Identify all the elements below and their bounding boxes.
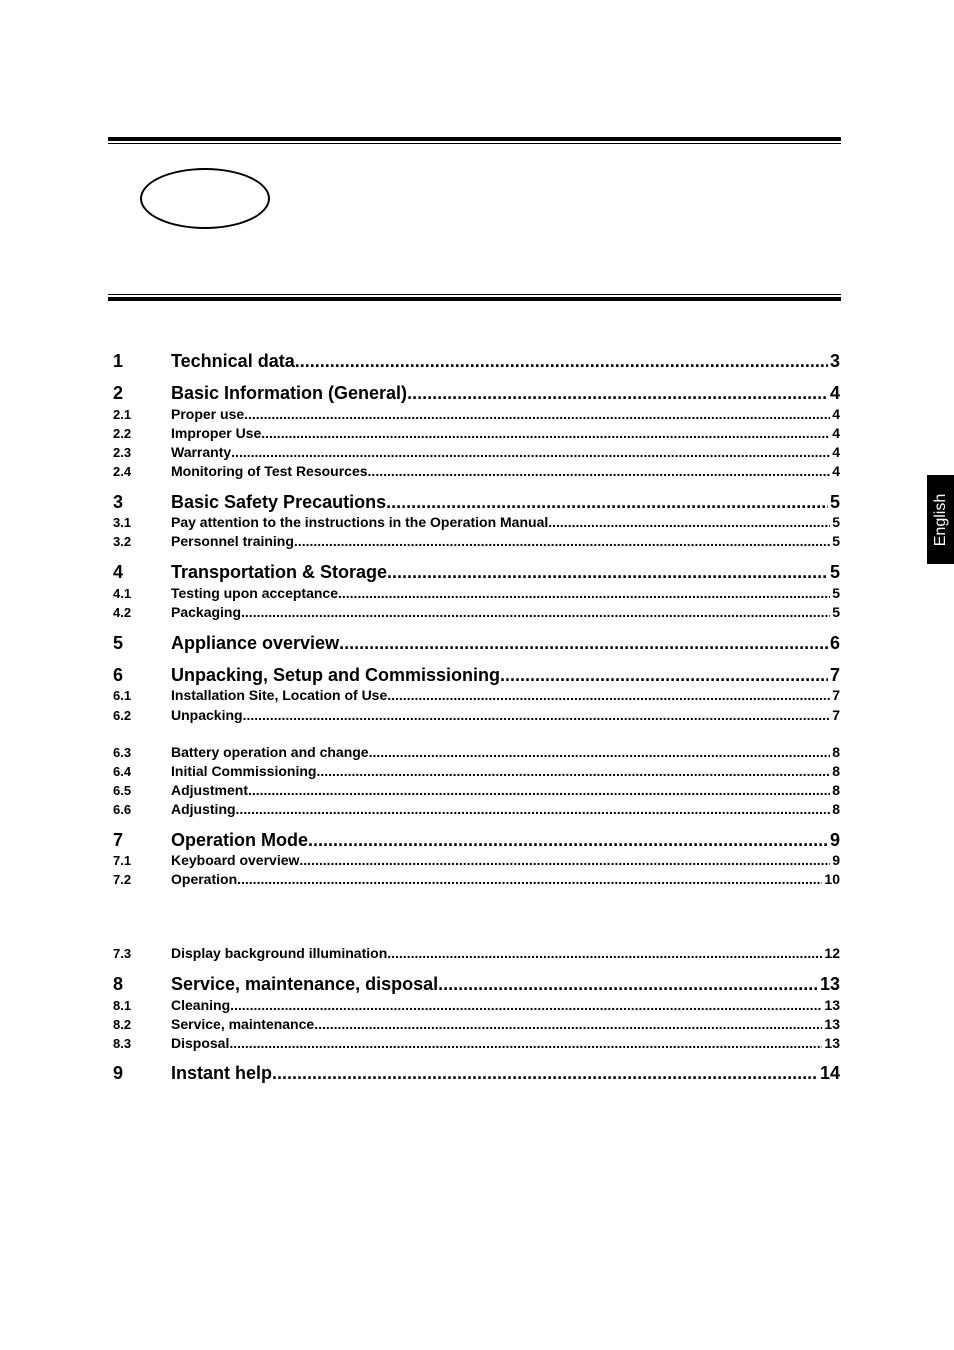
toc-leader-dots bbox=[387, 945, 822, 961]
toc-entry-page: 4 bbox=[832, 406, 840, 422]
toc-entry-page: 10 bbox=[824, 871, 840, 887]
toc-entry-title: Cleaning bbox=[171, 997, 231, 1013]
toc-entry-title: Service, maintenance, disposal bbox=[171, 974, 439, 994]
toc-entry-6-4[interactable] bbox=[113, 763, 840, 781]
toc-entry-number: 8.1 bbox=[113, 998, 132, 1013]
toc-entry-3-2[interactable] bbox=[113, 533, 840, 551]
toc-entry-number: 2.3 bbox=[113, 445, 132, 460]
toc-leader-dots bbox=[294, 533, 830, 549]
toc-entry-number: 3.1 bbox=[113, 515, 132, 530]
toc-entry-2-4[interactable] bbox=[113, 463, 840, 481]
toc-entry-number: 7.3 bbox=[113, 946, 132, 961]
toc-leader-dots bbox=[548, 514, 830, 530]
toc-entry-page: 5 bbox=[832, 604, 840, 620]
toc-entry-page: 8 bbox=[832, 801, 840, 817]
toc-entry-number: 8.2 bbox=[113, 1017, 132, 1032]
toc-entry-8-3[interactable] bbox=[113, 1035, 840, 1053]
toc-leader-dots bbox=[236, 801, 831, 817]
toc-entry-number: 6.5 bbox=[113, 783, 132, 798]
toc-entry-title: Technical data bbox=[171, 351, 295, 371]
toc-entry-page: 4 bbox=[832, 463, 840, 479]
toc-entry-2[interactable] bbox=[113, 383, 840, 405]
toc-entry-number: 2 bbox=[113, 383, 124, 403]
toc-entry-title: Battery operation and change bbox=[171, 744, 369, 760]
toc-entry-page: 7 bbox=[829, 665, 840, 685]
toc-entry-2-1[interactable] bbox=[113, 406, 840, 424]
toc-entry-page: 5 bbox=[832, 514, 840, 530]
toc-entry-title: Monitoring of Test Resources bbox=[171, 463, 368, 479]
toc-entry-1[interactable] bbox=[113, 351, 840, 373]
toc-entry-7-1[interactable] bbox=[113, 852, 840, 870]
toc-entry-title: Initial Commissioning bbox=[171, 763, 317, 779]
toc-entry-4-1[interactable] bbox=[113, 585, 840, 603]
toc-entry-title: Appliance overview bbox=[171, 633, 340, 653]
toc-entry-page: 5 bbox=[829, 562, 840, 582]
toc-leader-dots bbox=[308, 830, 828, 851]
toc-entry-number: 4.2 bbox=[113, 605, 132, 620]
toc-entry-page: 9 bbox=[829, 830, 840, 850]
toc-entry-title: Packaging bbox=[171, 604, 242, 620]
toc-entry-2-3[interactable] bbox=[113, 444, 840, 462]
toc-leader-dots bbox=[231, 444, 830, 460]
toc-entry-8-2[interactable] bbox=[113, 1016, 840, 1034]
toc-entry-number: 7.1 bbox=[113, 853, 132, 868]
toc-entry-title: Operation Mode bbox=[171, 830, 309, 850]
toc-leader-dots bbox=[338, 585, 830, 601]
toc-entry-7[interactable] bbox=[113, 830, 840, 852]
bottom-double-rule bbox=[108, 294, 841, 301]
toc-entry-number: 1 bbox=[113, 351, 124, 371]
toc-entry-number: 9 bbox=[113, 1063, 124, 1083]
toc-entry-title: Adjusting bbox=[171, 801, 236, 817]
toc-entry-6-5[interactable] bbox=[113, 782, 840, 800]
toc-entry-title: Proper use bbox=[171, 406, 245, 422]
toc-entry-title: Keyboard overview bbox=[171, 852, 300, 868]
toc-entry-number: 4.1 bbox=[113, 586, 132, 601]
toc-entry-number: 6.3 bbox=[113, 745, 132, 760]
toc-entry-title: Installation Site, Location of Use bbox=[171, 687, 388, 703]
toc-leader-dots bbox=[438, 974, 818, 995]
toc-entry-8-1[interactable] bbox=[113, 997, 840, 1015]
toc-entry-title: Basic Information (General) bbox=[171, 383, 408, 403]
toc-entry-number: 3 bbox=[113, 492, 124, 512]
toc-entry-number: 3.2 bbox=[113, 534, 132, 549]
toc-entry-6-3[interactable] bbox=[113, 744, 840, 762]
toc-entry-title: Operation bbox=[171, 871, 238, 887]
toc-entry-page: 6 bbox=[829, 633, 840, 653]
toc-leader-dots bbox=[369, 744, 831, 760]
toc-entry-title: Warranty bbox=[171, 444, 232, 460]
toc-entry-number: 7.2 bbox=[113, 872, 132, 887]
toc-leader-dots bbox=[243, 707, 831, 723]
toc-entry-page: 12 bbox=[824, 945, 840, 961]
toc-entry-page: 8 bbox=[832, 744, 840, 760]
toc-entry-7-2[interactable] bbox=[113, 871, 840, 889]
toc-leader-dots bbox=[237, 871, 822, 887]
toc-entry-page: 7 bbox=[832, 687, 840, 703]
toc-entry-title: Adjustment bbox=[171, 782, 248, 798]
blank-oval-mark bbox=[140, 168, 270, 229]
toc-entry-title: Service, maintenance bbox=[171, 1016, 315, 1032]
toc-entry-title: Basic Safety Precautions bbox=[171, 492, 387, 512]
toc-entry-number: 2.1 bbox=[113, 407, 132, 422]
toc-entry-page: 8 bbox=[832, 763, 840, 779]
toc-entry-number: 6 bbox=[113, 665, 124, 685]
toc-entry-title: Pay attention to the instructions in the Operation Manual bbox=[171, 514, 549, 530]
toc-leader-dots bbox=[230, 997, 822, 1013]
toc-leader-dots bbox=[500, 665, 828, 686]
language-tab-label: English bbox=[931, 493, 949, 546]
toc-entry-title: Unpacking bbox=[171, 707, 243, 723]
language-tab[interactable] bbox=[927, 475, 954, 564]
toc-entry-page: 13 bbox=[824, 997, 840, 1013]
toc-leader-dots bbox=[386, 492, 828, 513]
toc-entry-page: 9 bbox=[832, 852, 840, 868]
toc-entry-page: 5 bbox=[832, 533, 840, 549]
toc-entry-4-2[interactable] bbox=[113, 604, 840, 622]
toc-entry-6[interactable] bbox=[113, 665, 840, 687]
toc-entry-page: 3 bbox=[829, 351, 840, 371]
toc-leader-dots bbox=[295, 351, 828, 372]
toc-leader-dots bbox=[248, 782, 830, 798]
toc-entry-9[interactable] bbox=[113, 1063, 840, 1085]
toc-entry-title: Improper Use bbox=[171, 425, 262, 441]
toc-leader-dots bbox=[368, 463, 831, 479]
toc-entry-number: 7 bbox=[113, 830, 124, 850]
toc-entry-title: Personnel training bbox=[171, 533, 294, 549]
toc-entry-number: 4 bbox=[113, 562, 124, 582]
toc-entry-number: 6.1 bbox=[113, 688, 132, 703]
toc-entry-page: 4 bbox=[832, 425, 840, 441]
toc-entry-number: 6.4 bbox=[113, 764, 132, 779]
toc-leader-dots bbox=[272, 1063, 818, 1084]
toc-entry-title: Display background illumination bbox=[171, 945, 388, 961]
toc-leader-dots bbox=[387, 687, 830, 703]
toc-entry-page: 4 bbox=[829, 383, 840, 403]
toc-entry-4[interactable] bbox=[113, 562, 840, 584]
toc-entry-3-1[interactable] bbox=[113, 514, 840, 532]
toc-entry-page: 13 bbox=[819, 974, 840, 994]
toc-entry-page: 5 bbox=[832, 585, 840, 601]
toc-entry-number: 8.3 bbox=[113, 1036, 132, 1051]
toc-entry-page: 7 bbox=[832, 707, 840, 723]
toc-entry-8[interactable] bbox=[113, 974, 840, 996]
toc-leader-dots bbox=[261, 425, 830, 441]
toc-entry-6-2[interactable] bbox=[113, 707, 840, 725]
toc-entry-number: 2.4 bbox=[113, 464, 132, 479]
toc-entry-number: 6.2 bbox=[113, 708, 132, 723]
toc-leader-dots bbox=[241, 604, 830, 620]
toc-entry-3[interactable] bbox=[113, 492, 840, 514]
toc-leader-dots bbox=[407, 383, 828, 404]
toc-entry-page: 5 bbox=[829, 492, 840, 512]
toc-entry-number: 5 bbox=[113, 633, 124, 653]
toc-entry-title: Testing upon acceptance bbox=[171, 585, 338, 601]
toc-leader-dots bbox=[244, 406, 830, 422]
toc-leader-dots bbox=[316, 763, 830, 779]
toc-entry-5[interactable] bbox=[113, 633, 840, 655]
toc-entry-title: Disposal bbox=[171, 1035, 230, 1051]
toc-entry-title: Transportation & Storage bbox=[171, 562, 388, 582]
toc-entry-page: 13 bbox=[824, 1016, 840, 1032]
top-double-rule bbox=[108, 137, 841, 144]
toc-entry-6-1[interactable] bbox=[113, 687, 840, 705]
toc-leader-dots bbox=[229, 1035, 822, 1051]
toc-entry-page: 13 bbox=[824, 1035, 840, 1051]
toc-entry-2-2[interactable] bbox=[113, 425, 840, 443]
toc-leader-dots bbox=[299, 852, 830, 868]
toc-leader-dots bbox=[339, 633, 828, 654]
toc-entry-title: Instant help bbox=[171, 1063, 273, 1083]
toc-entry-page: 8 bbox=[832, 782, 840, 798]
toc-entry-page: 14 bbox=[819, 1063, 840, 1083]
toc-leader-dots bbox=[387, 562, 828, 583]
toc-entry-number: 8 bbox=[113, 974, 124, 994]
toc-entry-number: 2.2 bbox=[113, 426, 132, 441]
toc-entry-number: 6.6 bbox=[113, 802, 132, 817]
toc-leader-dots bbox=[314, 1016, 822, 1032]
toc-entry-page: 4 bbox=[832, 444, 840, 460]
toc-entry-7-3[interactable] bbox=[113, 945, 840, 963]
toc-entry-6-6[interactable] bbox=[113, 801, 840, 819]
toc-entry-title: Unpacking, Setup and Commissioning bbox=[171, 665, 501, 685]
